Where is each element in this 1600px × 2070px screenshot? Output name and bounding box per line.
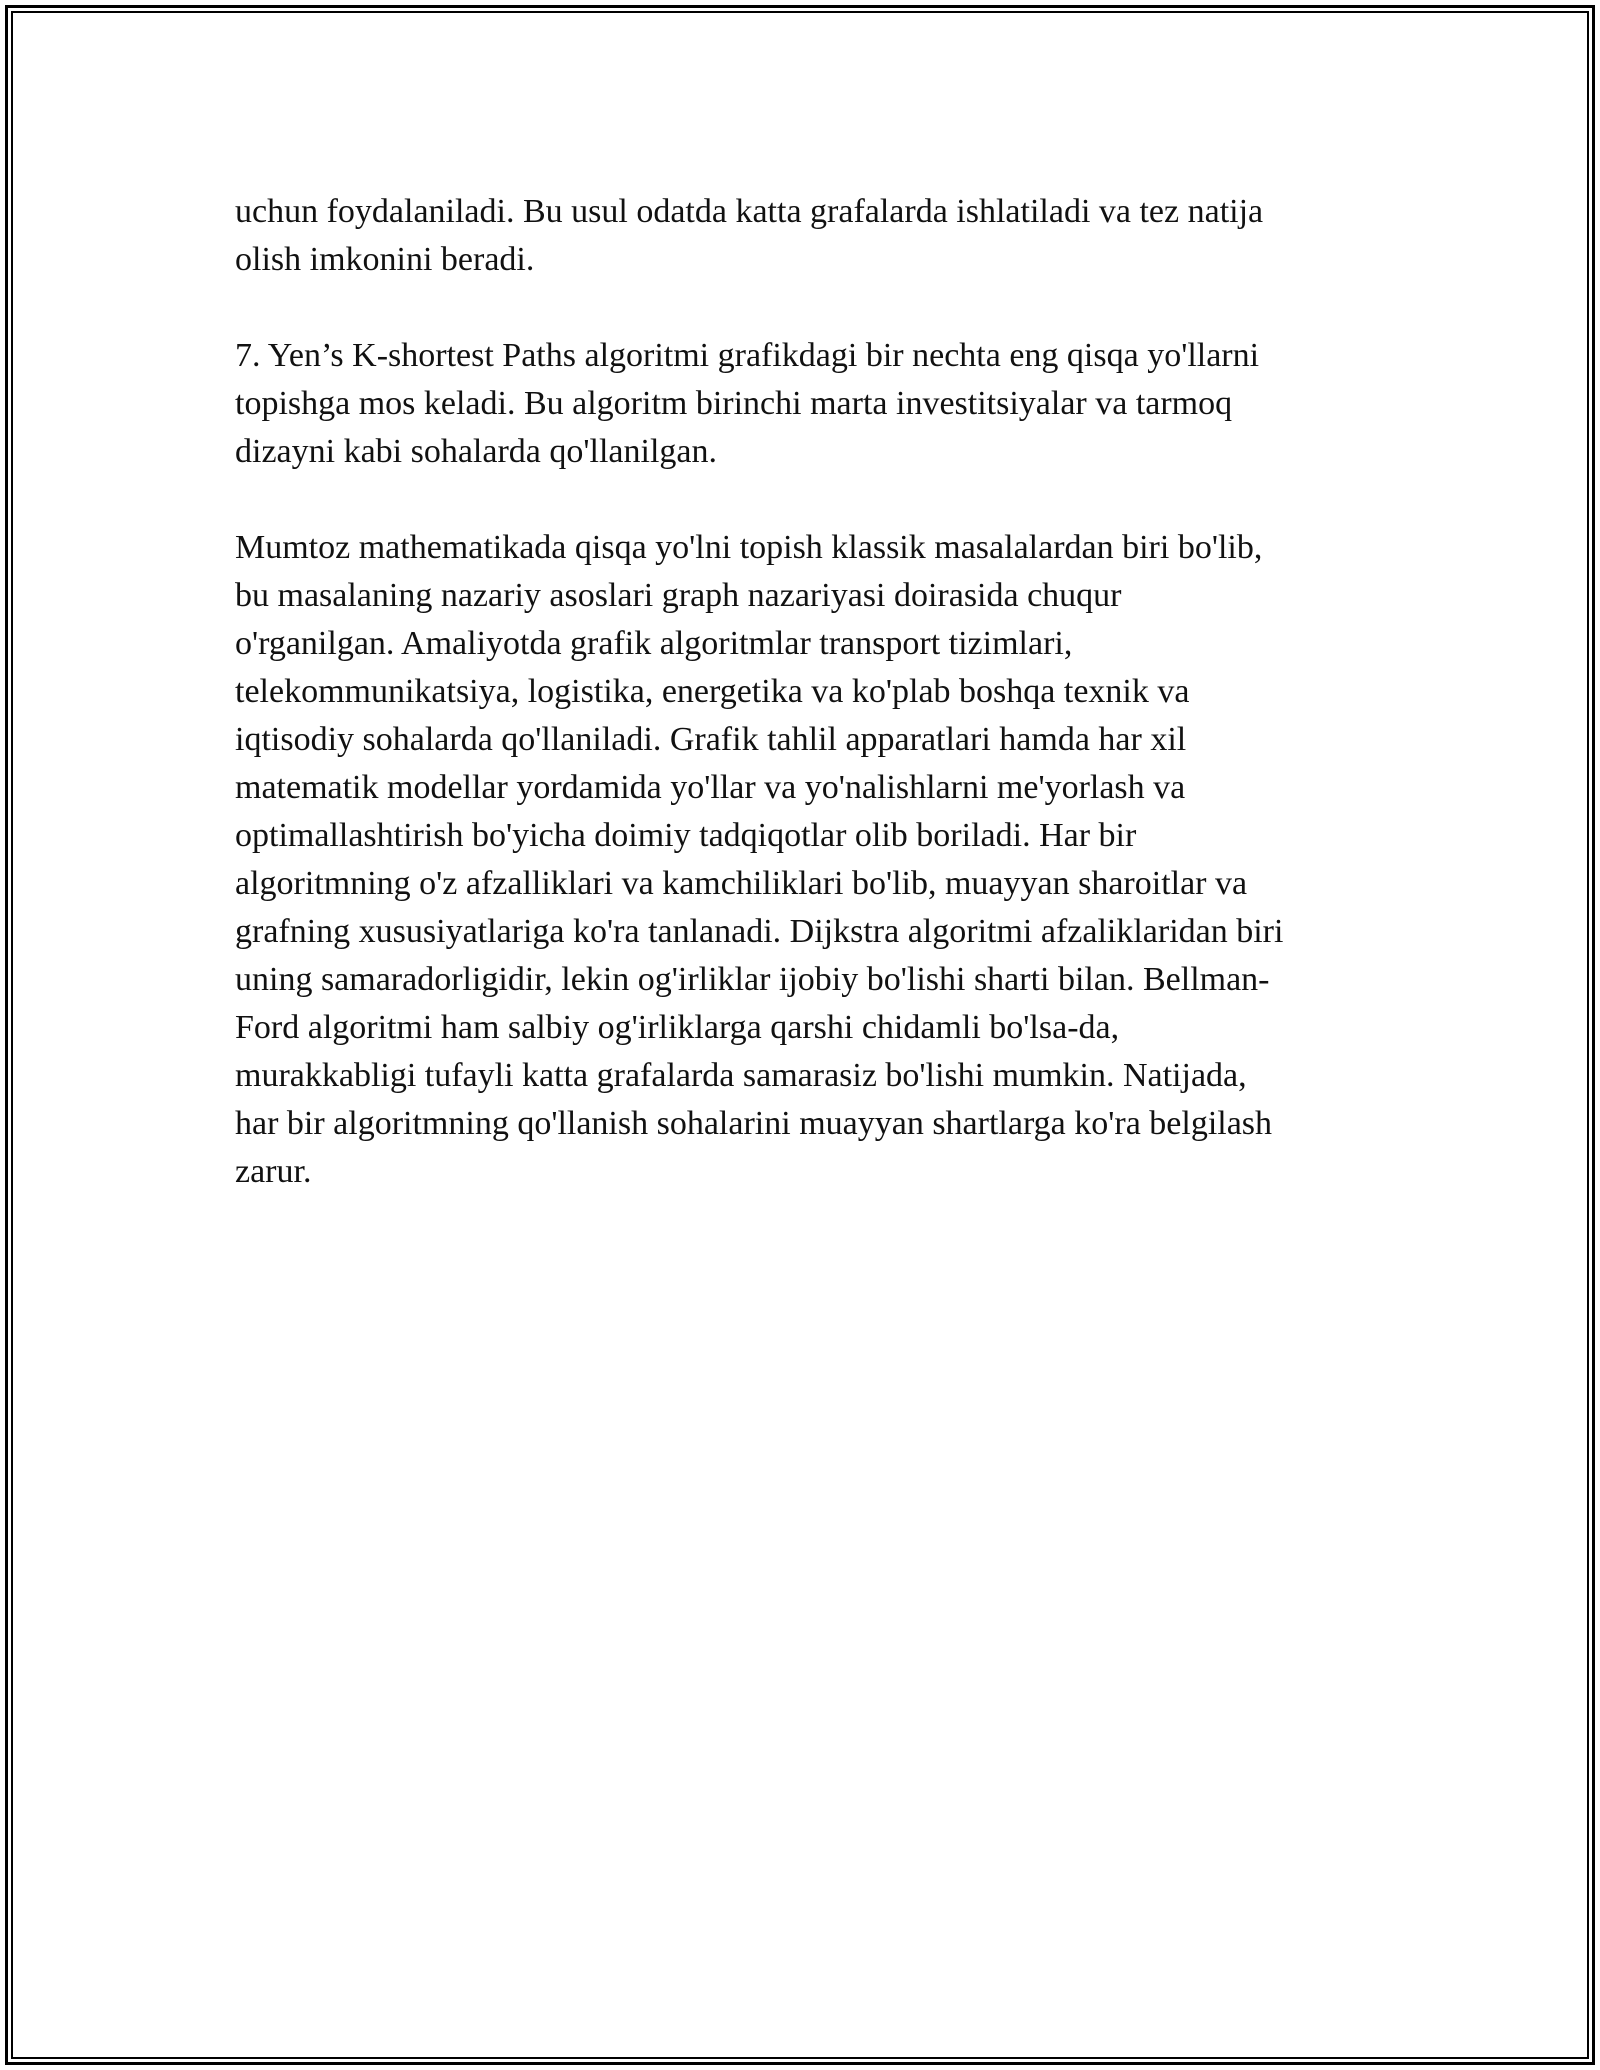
paragraph-continuation: uchun foydalaniladi. Bu usul odatda katta grafalarda ishlatiladi va tez natija olish imkonini beradi. bbox=[235, 193, 1264, 278]
paragraph-summary: Mumtoz mathematikada qisqa yo'lni topish klassik masalalardan biri bo'lib, bu masalaning nazariy asoslari graph nazariyasi doirasida chuqur o'rganilgan. Amaliyotda grafik algoritmlar transport tizimlari, telekommunikatsiya, logistika, energetika va ko'plab boshqa texnik va iqtisodiy sohalarda qo'llaniladi. Grafik tahlil apparatlari hamda har xil matematik modellar yordamida yo'llar va yo'nalishlarni me'yorlash va optimallashtirish bo'yicha doimiy tadqiqotlar olib boriladi. Har bir algoritmning o'z afzalliklari va kamchiliklari bo'lib, muayyan sharoitlar va grafning xususiyatlariga ko'ra tanlanadi. Dijkstra algoritmi afzaliklaridan biri uning samaradorligidir, lekin og'irliklar ijobiy bo'lishi sharti bilan. Bellman- Ford algoritmi ham salbiy og'irliklarga qarshi chidamli bo'lsa-da, murakkabligi tufayli katta grafalarda samarasiz bo'lishi mumkin. Natijada, har bir algoritmning qo'llanish sohalarini muayyan shartlarga ko'ra belgilash zarur. bbox=[235, 529, 1284, 1190]
document-body bbox=[235, 188, 1375, 1244]
paragraph-yens-algorithm: 7. Yen’s K-shortest Paths algoritmi grafikdagi bir nechta eng qisqa yo'llarni topishga mos keladi. Bu algoritm birinchi marta investitsiyalar va tarmoq dizayni kabi sohalarda qo'llanilgan. bbox=[235, 337, 1260, 470]
